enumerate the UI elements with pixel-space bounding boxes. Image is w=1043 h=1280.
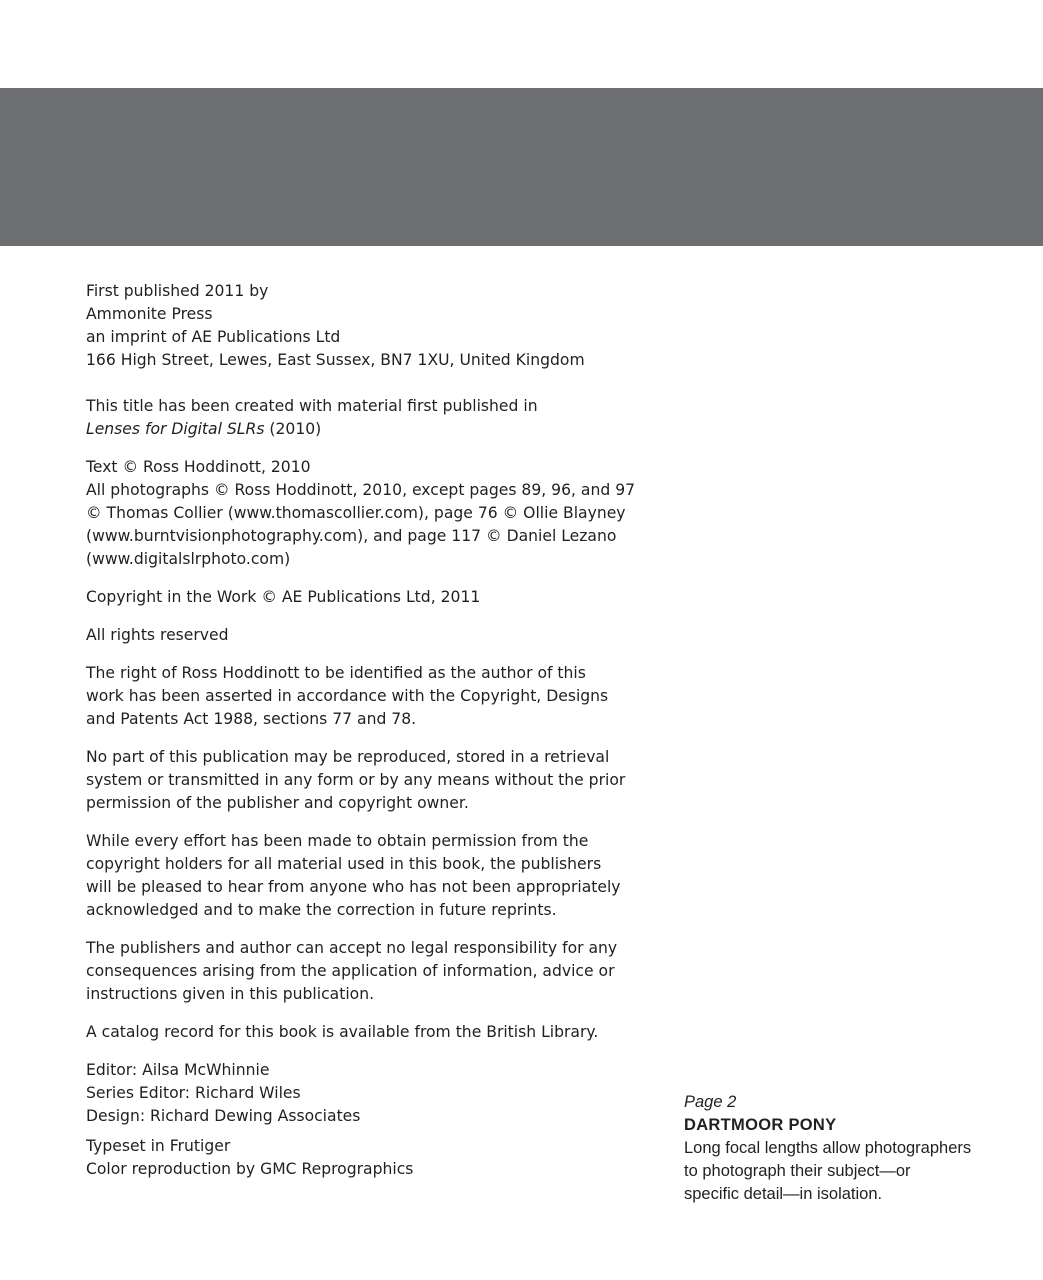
origin-book-title: Lenses for Digital SLRs (86, 420, 265, 438)
origin-block (86, 395, 666, 441)
publisher-name: Ammonite Press (86, 305, 213, 323)
caption-description: Long focal lengths allow photographers to photograph their subject—or specific detail—in isolation. (684, 1139, 972, 1203)
imprint-page (86, 280, 666, 1196)
origin-year: (2010) (264, 420, 322, 438)
publisher-imprint: an imprint of AE Publications Ltd (86, 328, 341, 346)
author-right: The right of Ross Hoddinott to be identified as the author of this work has been asserted in accordance with the Copyright, Designs and Patents Act 1988, sections 77 and 78. (86, 664, 609, 728)
publisher-line-1: First published 2011 by (86, 282, 269, 300)
credits-block: Text © Ross Hoddinott, 2010 All photographs © Ross Hoddinott, 2010, except pages 89, 96, and 97 © Thomas Collier (www.thomascollier.com), page 76 © Ollie Blayney (www.burntvisionphotography.com), and page 117 © Daniel Lezano (www.digitalslrphoto.com) (86, 458, 636, 568)
catalog-notice: A catalog record for this book is available from the British Library. (86, 1023, 599, 1041)
origin-line: This title has been created with material first published in (86, 397, 538, 415)
permission-notice: While every effort has been made to obtain permission from the copyright holders for all material used in this book, the publishers will be pleased to hear from anyone who has not been appropriately acknowledged and to make the correction in future reprints. (86, 832, 621, 919)
liability-notice: The publishers and author can accept no legal responsibility for any consequences arising from the application of information, advice or instructions given in this publication. (86, 939, 618, 1003)
no-reproduction-notice: No part of this publication may be reproduced, stored in a retrieval system or transmitted in any form or by any means without the prior permission of the publisher and copyright owner. (86, 748, 626, 812)
rights-reserved: All rights reserved (86, 626, 229, 644)
header-band (0, 88, 1043, 246)
publisher-address: 166 High Street, Lewes, East Sussex, BN7 1XU, United Kingdom (86, 351, 585, 369)
publisher-block (86, 280, 666, 372)
caption-title: DARTMOOR PONY (684, 1116, 837, 1134)
copyright-work: Copyright in the Work © AE Publications Ltd, 2011 (86, 588, 481, 606)
production-credits: Typeset in Frutiger Color reproduction by GMC Reprographics (86, 1137, 414, 1178)
staff-credits: Editor: Ailsa McWhinnie Series Editor: Richard Wiles Design: Richard Dewing Associates (86, 1061, 361, 1125)
caption-page-ref: Page 2 (684, 1093, 737, 1111)
photo-caption (684, 1091, 984, 1206)
